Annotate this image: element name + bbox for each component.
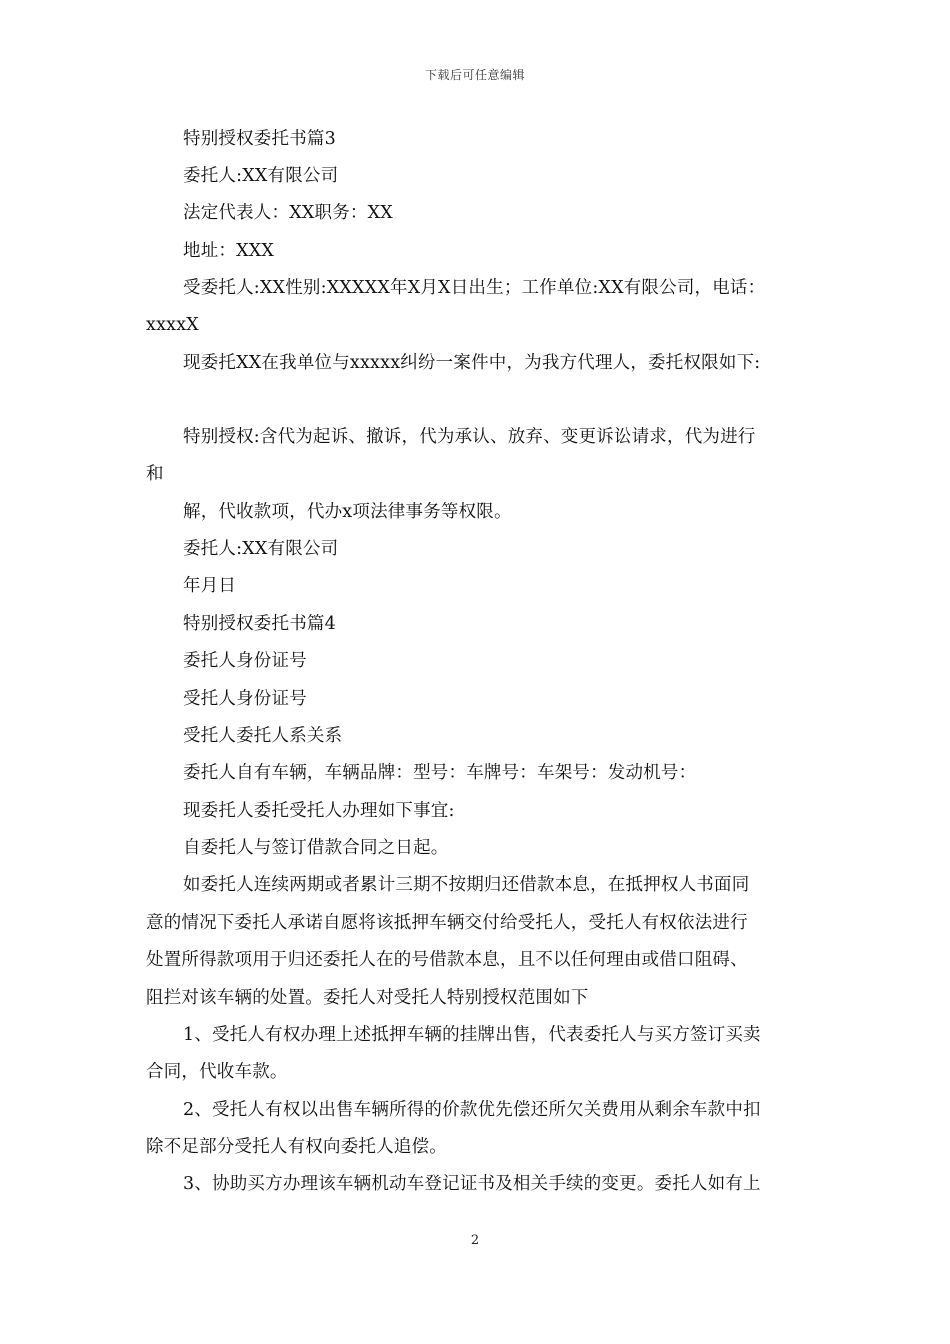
paragraph-line: 现委托人委托受托人办理如下事宜: bbox=[183, 801, 455, 821]
paragraph-line: 特别授权:含代为起诉、撤诉，代为承认、放弃、变更诉讼请求，代为进行 bbox=[183, 427, 756, 447]
paragraph-line: 现委托XX在我单位与xxxxx纠纷一案件中，为我方代理人，委托权限如下: bbox=[183, 353, 761, 373]
paragraph-line: 年月日 bbox=[183, 576, 237, 596]
paragraph-line: 委托人:XX有限公司 bbox=[183, 166, 339, 186]
paragraph-line: xxxxX bbox=[146, 315, 199, 335]
paragraph-line: 委托人:XX有限公司 bbox=[183, 539, 339, 559]
page-number: 2 bbox=[470, 1233, 480, 1248]
paragraph-line: 2、受托人有权以出售车辆所得的价款优先偿还所欠关费用从剩余车款中扣 bbox=[183, 1100, 761, 1120]
paragraph-line: 意的情况下委托人承诺自愿将该抵押车辆交付给受托人，受托人有权依法进行 bbox=[146, 913, 748, 933]
paragraph-line: 如委托人连续两期或者累计三期不按期归还借款本息，在抵押权人书面同 bbox=[183, 875, 750, 895]
section-title-3: 特别授权委托书篇3 bbox=[183, 129, 336, 149]
paragraph-line: 3、协助买方办理该车辆机动车登记证书及相关手续的变更。委托人如有上 bbox=[183, 1174, 761, 1194]
paragraph-line: 和 bbox=[146, 464, 164, 484]
paragraph-line: 委托人自有车辆，车辆品牌：型号：车牌号：车架号：发动机号： bbox=[183, 763, 697, 783]
section-title-4: 特别授权委托书篇4 bbox=[183, 614, 336, 634]
paragraph-line: 受托人委托人系关系 bbox=[183, 726, 343, 746]
paragraph-line: 受托人身份证号 bbox=[183, 689, 307, 709]
paragraph-line: 法定代表人：XX职务：XX bbox=[183, 203, 393, 223]
paragraph-line: 处置所得款项用于归还委托人在的号借款本息，且不以任何理由或借口阻碍、 bbox=[146, 950, 748, 970]
paragraph-line: 合同，代收车款。 bbox=[146, 1062, 288, 1082]
paragraph-line: 解，代收款项，代办x项法律事务等权限。 bbox=[183, 502, 512, 522]
paragraph-line: 1、受托人有权办理上述抵押车辆的挂牌出售，代表委托人与买方签订买卖 bbox=[183, 1025, 761, 1045]
paragraph-line: 除不足部分受托人有权向委托人追偿。 bbox=[146, 1137, 447, 1157]
paragraph-line: 阻拦对该车辆的处置。委托人对受托人特别授权范围如下 bbox=[146, 988, 589, 1008]
paragraph-line: 地址：XXX bbox=[183, 241, 275, 261]
paragraph-line: 自委托人与签订借款合同之日起。 bbox=[183, 838, 449, 858]
paragraph-line: 委托人身份证号 bbox=[183, 651, 307, 671]
paragraph-line: 受委托人:XX性别:XXXXX年X月X日出生；工作单位:XX有限公司，电话： bbox=[183, 278, 766, 298]
page-header-note: 下载后可任意编辑 bbox=[424, 68, 525, 82]
